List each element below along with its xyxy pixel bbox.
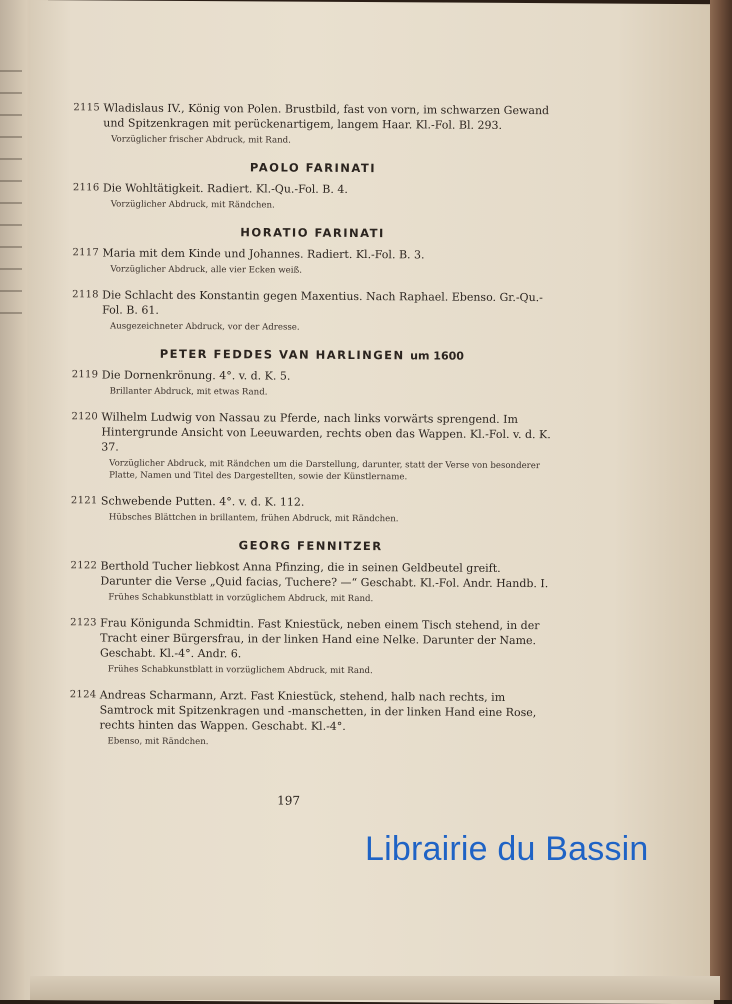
entry-number: 2117 [72, 247, 100, 259]
heading-text: PAOLO FARINATI [249, 160, 377, 176]
spine-text-fragments [0, 60, 22, 320]
catalog-entry [72, 245, 552, 278]
section-heading [72, 346, 552, 364]
entry-number: 2120 [71, 411, 99, 423]
entry-condition-note: Frühes Schabkunstblatt in vorzüglichem Abdruck, mit Rand. [108, 592, 374, 605]
catalog-entries [69, 100, 553, 762]
section-heading [71, 537, 551, 555]
entry-number: 2115 [73, 102, 101, 114]
catalog-entry [71, 409, 551, 484]
catalog-entry [69, 687, 549, 750]
entry-number: 2123 [70, 617, 97, 629]
entry-description: Andreas Scharmann, Arzt. Fast Kniestück, stehend, halb nach rechts, im Samtrock mit Spitzenkragen und -manschetten, in der linken Hand eine Rose, rechts hinten das Wappen. Geschabt. Kl.-4°. [99, 688, 537, 733]
heading-text: PETER FEDDES VAN HARLINGEN [159, 346, 405, 363]
entry-description: Wilhelm Ludwig von Nassau zu Pferde, nach links vorwärts sprengend. Im Hintergrunde Ansicht von Leeuwarden, rechts oben das Wappen. Kl.-Fol. v. d. K. 37. [101, 410, 551, 454]
entry-condition-note: Vorzüglicher Abdruck, mit Rändchen. [110, 199, 275, 211]
entry-description: Frau Königunda Schmidtin. Fast Kniestück, neben einem Tisch stehend, in der Tracht einer Bürgersfrau, in der linken Hand eine Nelke. Darunter der Name. Geschabt. Kl.-4°. Andr. 6. [99, 616, 540, 661]
page-bottom-edge [30, 976, 720, 1000]
catalog-entry [73, 180, 553, 213]
entry-number: 2121 [70, 495, 98, 507]
entry-condition-note: Ebenso, mit Rändchen. [107, 736, 209, 748]
entry-number: 2119 [71, 369, 99, 381]
catalog-entry [73, 100, 553, 148]
entry-description: Schwebende Putten. 4°. v. d. K. 112. [100, 494, 305, 509]
heading-text: HORATIO FARINATI [240, 225, 385, 241]
entry-condition-note: Vorzüglicher Abdruck, alle vier Ecken weiß. [110, 264, 303, 276]
entry-description: Wladislaus IV., König von Polen. Brustbild, fast von vorn, im schwarzen Gewand und Spitzenkragen mit perückenartigem, langem Haar. Kl.-Fol. Bl. 293. [103, 101, 550, 132]
heading-text: GEORG FENNITZER [238, 538, 383, 554]
entry-description: Die Wohltätigkeit. Radiert. Kl.-Qu.-Fol. B. 4. [102, 181, 348, 196]
book-cover-edge [710, 0, 732, 1000]
catalog-entry [71, 493, 551, 526]
entry-condition-note: Vorzüglicher Abdruck, mit Rändchen um die Darstellung, darunter, statt der Verse von besonderer Platte, Namen und Titel des Dargestellten, sowie der Künstlername. [109, 458, 541, 483]
entry-condition-note: Hübsches Blättchen in brillantem, frühen Abdruck, mit Rändchen. [108, 512, 399, 525]
entry-description: Die Schlacht des Konstantin gegen Maxentius. Nach Raphael. Ebenso. Gr.-Qu.-Fol. B. 61. [102, 288, 543, 317]
entry-number: 2116 [72, 182, 100, 194]
entry-condition-note: Frühes Schabkunstblatt in vorzüglichem Abdruck, mit Rand. [107, 664, 373, 677]
catalog-entry [72, 287, 552, 335]
entry-number: 2122 [70, 560, 98, 572]
watermark-logo: Librairie du Bassin [365, 830, 649, 868]
entry-number: 2124 [69, 689, 97, 701]
catalog-entry [72, 367, 552, 400]
page-number: 197 [277, 793, 301, 808]
entry-description: Maria mit dem Kinde und Johannes. Radiert. Kl.-Fol. B. 3. [102, 246, 425, 262]
entry-description: Die Dornenkrönung. 4°. v. d. K. 5. [101, 368, 291, 383]
entry-number: 2118 [72, 289, 99, 301]
entry-condition-note: Brillanter Abdruck, mit etwas Rand. [109, 386, 268, 398]
section-heading [73, 159, 553, 177]
section-heading [73, 224, 553, 242]
heading-date: um 1600 [410, 349, 464, 363]
entry-condition-note: Ausgezeichneter Abdruck, vor der Adresse. [109, 321, 300, 333]
entry-condition-note: Vorzüglicher frischer Abdruck, mit Rand. [111, 134, 291, 146]
catalog-entry [70, 558, 550, 606]
catalog-entry [70, 615, 550, 678]
entry-description: Berthold Tucher liebkost Anna Pfinzing, die in seinen Geldbeutel greift. Darunter die Verse „Quid facias, Tuchere? —“ Geschabt. Kl.-Fol. Andr. Handb. I. [100, 559, 549, 591]
